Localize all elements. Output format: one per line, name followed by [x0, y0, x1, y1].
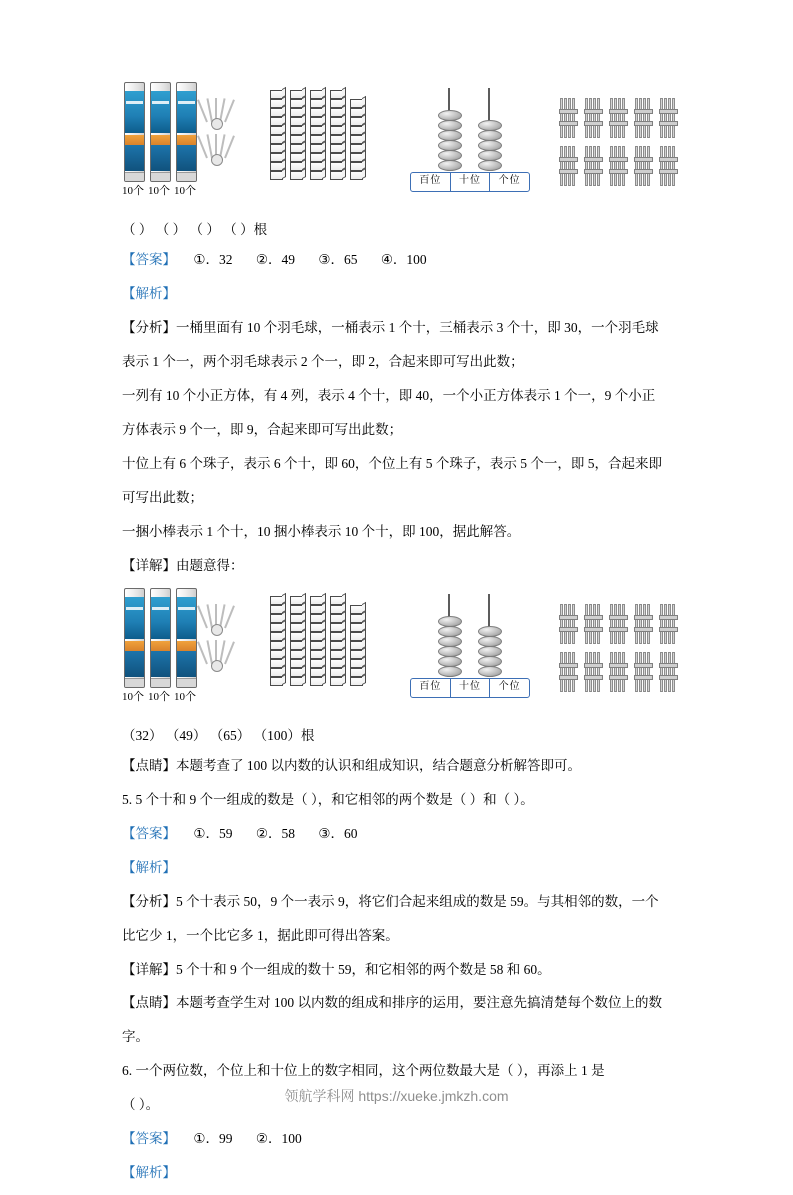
tube-count-label: 10个 [122, 690, 144, 703]
stick-bundle [635, 604, 652, 644]
stick-bundle [635, 146, 652, 186]
stick-bundle [585, 652, 602, 692]
answer-item: ④．100 [380, 252, 427, 267]
q6-stem-line: （ ）。 [122, 1097, 160, 1113]
stick-bundle [660, 604, 677, 644]
unit-cubes-illustration [270, 596, 366, 686]
tube-count-label: 10个 [174, 185, 196, 197]
figure-group-2 [122, 588, 682, 710]
q4-solution-tag [122, 282, 682, 307]
unit-cubes-illustration [270, 90, 366, 180]
abacus-place-label: 个位 [498, 680, 521, 692]
shuttlecock-tube [176, 588, 197, 688]
q4-analysis-line: 可写出此数； [122, 489, 203, 505]
stick-bundle [610, 98, 627, 138]
cube-column [270, 596, 283, 686]
q4-analysis-line: 【分析】一桶里面有 10 个羽毛球，一桶表示 1 个十，三桶表示 3 个十，即 30，一个羽毛球 [122, 319, 659, 335]
answer-item: ③．65 [318, 252, 358, 267]
q4-point-line: 【点睛】本题考查了 100 以内数的认识和组成知识，结合题意分析解答即可。 [122, 757, 581, 773]
shuttlecock-tubes-illustration [122, 588, 242, 710]
answer-tag: 【答案】 [122, 825, 176, 841]
analysis-tag: 【解析】 [122, 285, 176, 301]
answer-item: ③．60 [318, 825, 358, 841]
figure-group-1 [122, 82, 682, 204]
stick-bundle [610, 146, 627, 186]
shuttlecock-icon [204, 602, 228, 636]
abacus-place-label: 百位 [411, 679, 451, 697]
answer-item: ①．32 [193, 252, 233, 267]
abacus-place-label: 十位 [451, 679, 491, 697]
document-content [122, 0, 682, 1195]
q6-solution-tag [122, 1161, 682, 1186]
cube-column [330, 596, 343, 686]
tube-count-label: 10个 [122, 185, 144, 197]
stick-bundle [585, 604, 602, 644]
q5-point-line: 【点睛】本题考查学生对 100 以内数的组成和排序的运用，要注意先搞清楚每个数位上的数 [122, 995, 662, 1011]
q6-stem-line: 6. 一个两位数，个位上和十位上的数字相同，这个两位数最大是（ ），再添上 1 是 [122, 1063, 605, 1079]
abacus-bead [438, 110, 462, 121]
abacus-bead [478, 666, 502, 677]
cube-column [270, 90, 283, 180]
q5-answer-line [122, 822, 682, 847]
figure2-answer-row: （32） （49） （65） （100）根 [122, 727, 315, 743]
stick-bundle [610, 652, 627, 692]
q4-analysis-line: 一捆小棒表示 1 个十，10 捆小棒表示 10 个十，即 100，据此解答。 [122, 523, 521, 539]
answer-item: ②．100 [255, 1131, 302, 1147]
cube-column [290, 596, 303, 686]
stick-bundle [635, 652, 652, 692]
q6-answer-line [122, 1127, 682, 1152]
stick-bundle [585, 98, 602, 138]
q5-analysis-line: 【分析】5 个十表示 50，9 个一表示 9，将它们合起来组成的数是 59。与其相邻的数，一个 [122, 893, 659, 909]
cube-column-partial [350, 99, 363, 180]
stick-bundle [585, 146, 602, 186]
q5-solution-tag [122, 856, 682, 881]
q4-detail-line: 【详解】由题意得： [122, 557, 244, 573]
tube-count-label: 10个 [148, 690, 170, 703]
stick-bundle [660, 98, 677, 138]
answer-blanks-row: （ ） （ ） （ ） （ ）根 [122, 222, 268, 237]
q4-analysis-line: 表示 1 个一，两个羽毛球表示 2 个一，即 2，合起来即可写出此数； [122, 353, 524, 369]
shuttlecock-tube [150, 588, 171, 688]
shuttlecock-tube [124, 588, 145, 688]
tube-count-label: 10个 [148, 185, 170, 197]
shuttlecock-icon [204, 132, 228, 166]
abacus-illustration [410, 594, 530, 710]
q5-detail-line: 【详解】5 个十和 9 个一组成的数十 59，和它相邻的两个数是 58 和 60。 [122, 961, 551, 977]
stick-bundle [560, 146, 577, 186]
stick-bundle [560, 98, 577, 138]
q5-analysis-line: 比它少 1，一个比它多 1，据此即可得出答案。 [122, 927, 399, 943]
stick-bundles-illustration [558, 88, 688, 200]
q4-analysis-line: 方体表示 9 个一，即 9，合起来即可写出此数； [122, 421, 403, 437]
abacus-place-label: 个位 [498, 175, 521, 186]
shuttlecock-tubes-illustration [122, 82, 242, 204]
q4-answer-line [122, 248, 682, 273]
stick-bundle [610, 604, 627, 644]
cube-column [310, 596, 323, 686]
analysis-tag: 【解析】 [122, 859, 176, 875]
shuttlecock-tube [150, 82, 171, 182]
analysis-tag: 【解析】 [122, 1165, 176, 1181]
cube-column [290, 90, 303, 180]
abacus-bead [478, 120, 502, 131]
abacus-bead [478, 160, 502, 171]
tube-count-label: 10个 [174, 690, 196, 703]
answer-item: ①．99 [193, 1131, 233, 1147]
answer-item: ①．59 [193, 825, 233, 841]
stick-bundle [660, 652, 677, 692]
stick-bundle [560, 604, 577, 644]
answer-tag: 【答案】 [122, 1131, 176, 1147]
stick-bundle [635, 98, 652, 138]
answer-item: ②．58 [255, 825, 295, 841]
abacus-place-value-bar [410, 172, 530, 192]
cube-column-partial [350, 605, 363, 686]
cube-column [330, 90, 343, 180]
answer-tag: 【答案】 [122, 252, 176, 267]
stick-bundle [560, 652, 577, 692]
stick-bundle [660, 146, 677, 186]
q5-stem: 5. 5 个十和 9 个一组成的数是（ ），和它相邻的两个数是（ ）和（ ）。 [122, 791, 534, 807]
q4-analysis-line: 一列有 10 个小正方体，有 4 列，表示 4 个十，即 40，一个小正方体表示 1 个一，9 个小正 [122, 387, 656, 403]
q4-analysis-line: 十位上有 6 个珠子，表示 6 个十，即 60，个位上有 5 个珠子，表示 5 个一，即 5，合起来即 [122, 455, 662, 471]
cube-column [310, 90, 323, 180]
page-footer-watermark: 领航学科网 https://xueke.jmkzh.com [284, 1088, 509, 1104]
shuttlecock-tube [176, 82, 197, 182]
stick-bundles-illustration [558, 594, 688, 706]
abacus-place-label: 十位 [451, 173, 491, 191]
abacus-bead [438, 160, 462, 171]
abacus-illustration [410, 88, 530, 204]
answer-item: ②．49 [255, 252, 295, 267]
abacus-bead [438, 666, 462, 677]
shuttlecock-tube [124, 82, 145, 182]
shuttlecock-icon [204, 638, 228, 672]
abacus-place-value-bar [410, 678, 530, 698]
q5-point-line: 字。 [122, 1029, 149, 1045]
abacus-place-label: 百位 [411, 173, 451, 191]
shuttlecock-icon [204, 96, 228, 130]
